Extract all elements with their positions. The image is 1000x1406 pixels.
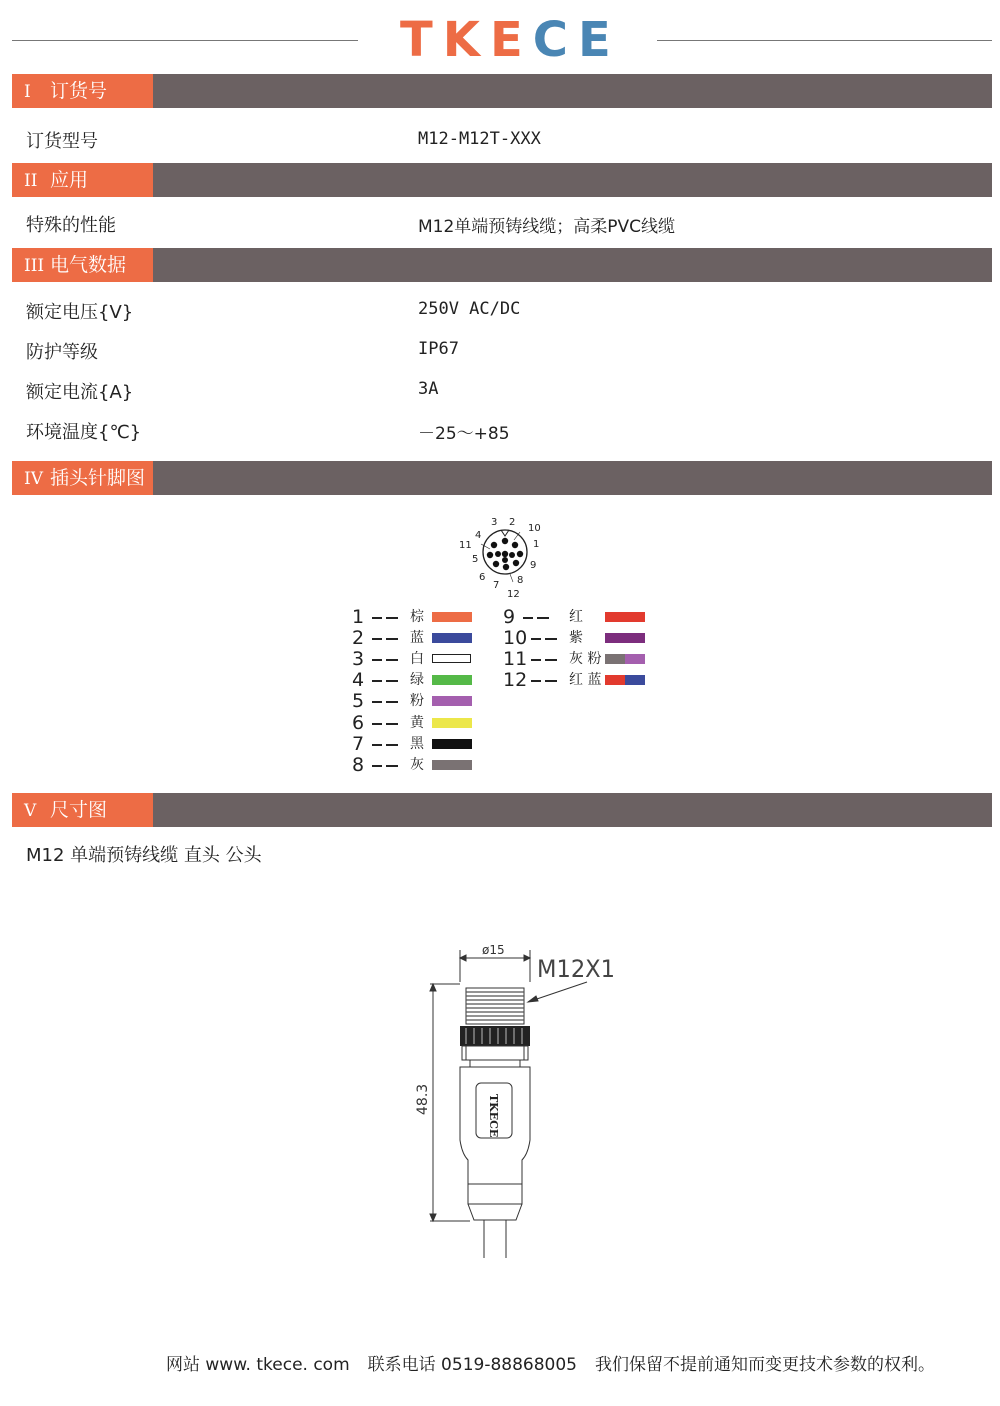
brand-logo [400, 14, 621, 66]
header-rule-right [657, 40, 992, 41]
wire-dash [531, 659, 541, 661]
wire-dash [545, 680, 557, 682]
wire-color-name: 灰 粉 [569, 651, 602, 668]
wire-legend-item [503, 628, 803, 648]
section-pinout-tab [12, 461, 153, 495]
pin-label: 10 [528, 523, 541, 534]
wire-color-name: 粉 [410, 693, 424, 710]
section-pinout-bar [12, 461, 992, 495]
wire-dash [531, 680, 541, 682]
wire-color-name: 紫 [569, 630, 583, 647]
pin-label: 8 [517, 575, 524, 586]
wire-color-swatch [605, 633, 645, 643]
logo-letter-2: K [442, 12, 490, 68]
footer [166, 1350, 935, 1375]
wire-dash [372, 744, 382, 746]
logo-letter-4: C [532, 12, 578, 68]
section-dimensions-bar [12, 793, 992, 827]
section-dimensions-tab [12, 793, 153, 827]
electrical-value: －25～+85 [418, 424, 510, 444]
logo-letter-1: T [400, 12, 443, 68]
wire-number: 5 [352, 690, 365, 713]
pin-label: 1 [533, 539, 540, 550]
pin-diagram [450, 512, 550, 602]
section-number: II [24, 171, 38, 191]
pin-label: 7 [493, 580, 500, 591]
wire-number: 3 [352, 648, 365, 671]
wire-color-name: 棕 [410, 609, 424, 625]
body-logo: TKECE [487, 1094, 500, 1138]
wire-color-swatch [432, 718, 472, 728]
section-electrical-bar [12, 248, 992, 282]
dimension-caption: M12 单端预铸线缆 直头 公头 [26, 845, 262, 866]
wire-number: 4 [352, 669, 365, 692]
electrical-value: 250V AC/DC [418, 299, 521, 319]
application-label: 特殊的性能 [26, 215, 116, 236]
wire-color-name: 黄 [410, 714, 424, 731]
wire-color-swatch [432, 696, 472, 706]
wire-dash [386, 680, 398, 682]
section-ordering-tab [12, 74, 153, 108]
wire-dash [372, 680, 382, 682]
section-title: 电气数据 [50, 254, 127, 276]
wire-legend-item [503, 670, 803, 690]
wire-color-swatch [432, 612, 472, 622]
wire-color-name: 绿 [410, 672, 424, 689]
wire-color-name: 红 蓝 [569, 672, 602, 689]
footer-phone: 联系电话 0519-88868005 [367, 1355, 577, 1375]
wire-color-swatch [432, 654, 471, 663]
wire-dash [545, 638, 557, 640]
wire-color-swatch [432, 739, 472, 749]
wire-number: 8 [352, 753, 365, 776]
footer-website[interactable]: 网站 www. tkece. com [166, 1355, 350, 1375]
section-ordering-bar [12, 74, 992, 108]
wire-color-name: 白 [410, 651, 424, 668]
wire-dash [523, 617, 533, 619]
wire-legend-item [352, 713, 652, 733]
wire-dash [545, 659, 557, 661]
section-title: 订货号 [50, 80, 108, 102]
wire-dash [372, 765, 382, 767]
section-title: 插头针脚图 [50, 467, 146, 489]
logo-letter-5: E [577, 12, 621, 68]
wire-legend-item [352, 691, 652, 711]
pin-label: 6 [479, 572, 486, 583]
ordering-label: 订货型号 [26, 131, 98, 152]
pin-label: 12 [507, 589, 520, 600]
wire-number: 7 [352, 732, 365, 755]
connector-dimension-drawing [400, 940, 630, 1270]
wire-color-swatch [432, 633, 472, 643]
wire-color-swatch [432, 760, 472, 770]
coupling-nut [460, 1026, 530, 1046]
wire-dash [386, 638, 398, 640]
section-number: I [24, 82, 31, 102]
wire-color-name: 黑 [410, 735, 424, 752]
logo-letter-3: E [489, 12, 533, 68]
diameter-label: ø15 [482, 943, 505, 957]
section-number: V [24, 801, 37, 821]
wire-dash [531, 638, 541, 640]
wire-color-name: 灰 [410, 756, 424, 773]
wire-color-swatch [605, 675, 625, 685]
wire-dash [386, 701, 398, 703]
pin-label: 4 [475, 530, 482, 541]
electrical-label: 防护等级 [26, 342, 98, 363]
wire-dash [386, 723, 398, 725]
section-title: 尺寸图 [50, 799, 108, 821]
wire-color-swatch [432, 675, 472, 685]
wire-dash [372, 617, 382, 619]
wire-dash [372, 638, 382, 640]
wire-number: 2 [352, 627, 365, 650]
electrical-label: 环境温度{℃} [26, 422, 142, 443]
wire-legend-item [503, 607, 803, 627]
wire-dash [372, 723, 382, 725]
wire-legend-item [352, 755, 652, 775]
pin-label: 5 [472, 554, 479, 565]
section-title: 应用 [50, 169, 89, 191]
wire-dash [537, 617, 549, 619]
wire-legend-item [503, 649, 803, 669]
wire-color-swatch [625, 654, 645, 664]
section-application-bar [12, 163, 992, 197]
wire-dash [386, 765, 398, 767]
ordering-value: M12-M12T-XXX [418, 129, 541, 149]
wire-number: 1 [352, 606, 365, 628]
section-number: IV [24, 469, 43, 489]
electrical-label: 额定电流{A} [26, 382, 134, 403]
wire-color-swatch [605, 654, 625, 664]
section-number: III [24, 256, 45, 276]
wire-number: 11 [503, 648, 528, 671]
wire-dash [386, 617, 398, 619]
electrical-value: IP67 [418, 339, 459, 359]
section-application-tab [12, 163, 153, 197]
wire-number: 9 [503, 606, 516, 628]
pin-label: 11 [459, 540, 472, 551]
pin-label: 3 [491, 517, 498, 528]
wire-number: 6 [352, 711, 365, 734]
wire-number: 10 [503, 627, 528, 650]
wire-color-swatch [605, 612, 645, 622]
wire-color-name: 蓝 [410, 630, 424, 647]
wire-dash [386, 659, 398, 661]
section-electrical-tab [12, 248, 153, 282]
pin-label: 9 [530, 560, 537, 571]
header-rule-left [12, 40, 358, 41]
wire-dash [372, 701, 382, 703]
pin-label: 2 [509, 517, 516, 528]
electrical-label: 额定电压{V} [26, 302, 134, 323]
length-label: 48.3 [415, 1083, 431, 1115]
wire-dash [372, 659, 382, 661]
wire-color-swatch [625, 675, 645, 685]
wire-dash [386, 744, 398, 746]
electrical-value: 3A [418, 379, 439, 399]
footer-notice: 我们保留不提前通知而变更技术参数的权利。 [595, 1355, 935, 1375]
application-value: M12单端预铸线缆；高柔PVC线缆 [418, 217, 676, 237]
wire-legend-item [352, 734, 652, 754]
wire-number: 12 [503, 669, 528, 692]
thread-label: M12X1 [537, 955, 615, 983]
wire-color-name: 红 [569, 609, 583, 625]
